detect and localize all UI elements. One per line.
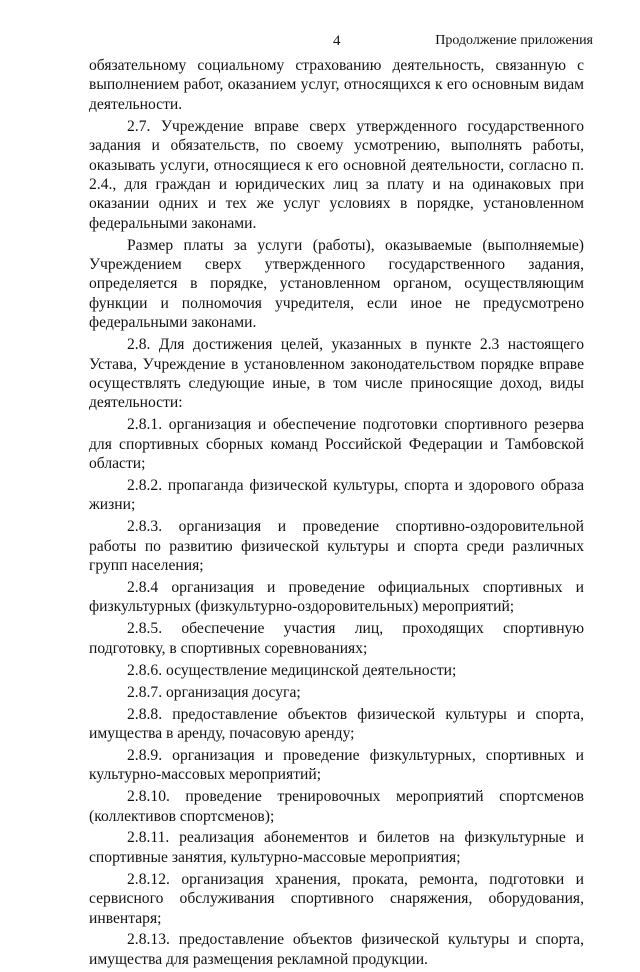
list-item-2-8-9: 2.8.9. организация и проведение физкультурных, спортивных и культурно-массовых мероприятий;	[89, 746, 584, 784]
list-item-2-8-2: 2.8.2. пропаганда физической культуры, спорта и здорового образа жизни;	[89, 477, 584, 514]
list-item-2-8-11: 2.8.11. реализация абонементов и билетов на физкультурные и спортивные занятия, культурно-массовые мероприятия;	[89, 829, 584, 866]
list-item-2-8-6: 2.8.6. осуществление медицинской деятельности;	[127, 661, 457, 679]
paragraph-fee: Размер платы за услуги (работы), оказываемые (выполняемые) Учреждением сверх утвержденного государственного задания, определяется в порядке, установленном органом, осуществляющим функции и полномочия учредителя, если иное не предусмотрено федеральными законами.	[89, 236, 584, 332]
list-item-2-8-12: 2.8.12. организация хранения, проката, ремонта, подготовки и сервисного обслуживания спортивного снаряжения, оборудования, инвентаря;	[89, 870, 584, 927]
list-item-2-8-13: 2.8.13. предоставление объектов физической культуры и спорта, имущества для размещения рекламной продукции.	[89, 931, 584, 968]
page-number: 4	[333, 33, 341, 49]
list-item-2-8-10: 2.8.10. проведение тренировочных мероприятий спортсменов (коллективов спортсменов);	[89, 788, 584, 825]
list-item-2-8-3: 2.8.3. организация и проведение спортивно-оздоровительной работы по развитию физической культуры и спорта среди различных групп населения;	[89, 518, 584, 575]
document-body	[89, 56, 584, 972]
list-item-2-8-1: 2.8.1. организация и обеспечение подготовки спортивного резерва для спортивных сборных команд Российской Федерации и Тамбовской области;	[89, 416, 584, 473]
paragraph-2-8: 2.8. Для достижения целей, указанных в пункте 2.3 настоящего Устава, Учреждение в установленном законодательством порядке вправе осуществлять следующие иные, в том числе приносящие доход, виды деятельности:	[89, 336, 584, 412]
continuation-label: Продолжение приложения	[435, 33, 593, 48]
list-item-2-8-5: 2.8.5. обеспечение участия лиц, проходящих спортивную подготовку, в спортивных соревнованиях;	[89, 620, 584, 657]
paragraph-continuation: обязательному социальному страхованию деятельность, связанную с выполнением работ, оказанием услуг, относящихся к его основным видам деятельности.	[89, 57, 584, 113]
list-item-2-8-7: 2.8.7. организация досуга;	[127, 683, 301, 701]
list-item-2-8-8: 2.8.8. предоставление объектов физической культуры и спорта, имущества в аренду, почасовую аренду;	[89, 705, 584, 742]
list-item-2-8-4: 2.8.4 организация и проведение официальных спортивных и физкультурных (физкультурно-оздоровительных) мероприятий;	[89, 579, 584, 616]
paragraph-2-7: 2.7. Учреждение вправе сверх утвержденного государственного задания и обязательств, по своему усмотрению, выполнять работы, оказывать услуги, относящиеся к его основной деятельности, согласно п. 2.4., для граждан и юридических лиц за плату и на одинаковых при оказании одних и тех же услуг условиях в порядке, установленном федеральными законами.	[89, 117, 584, 232]
